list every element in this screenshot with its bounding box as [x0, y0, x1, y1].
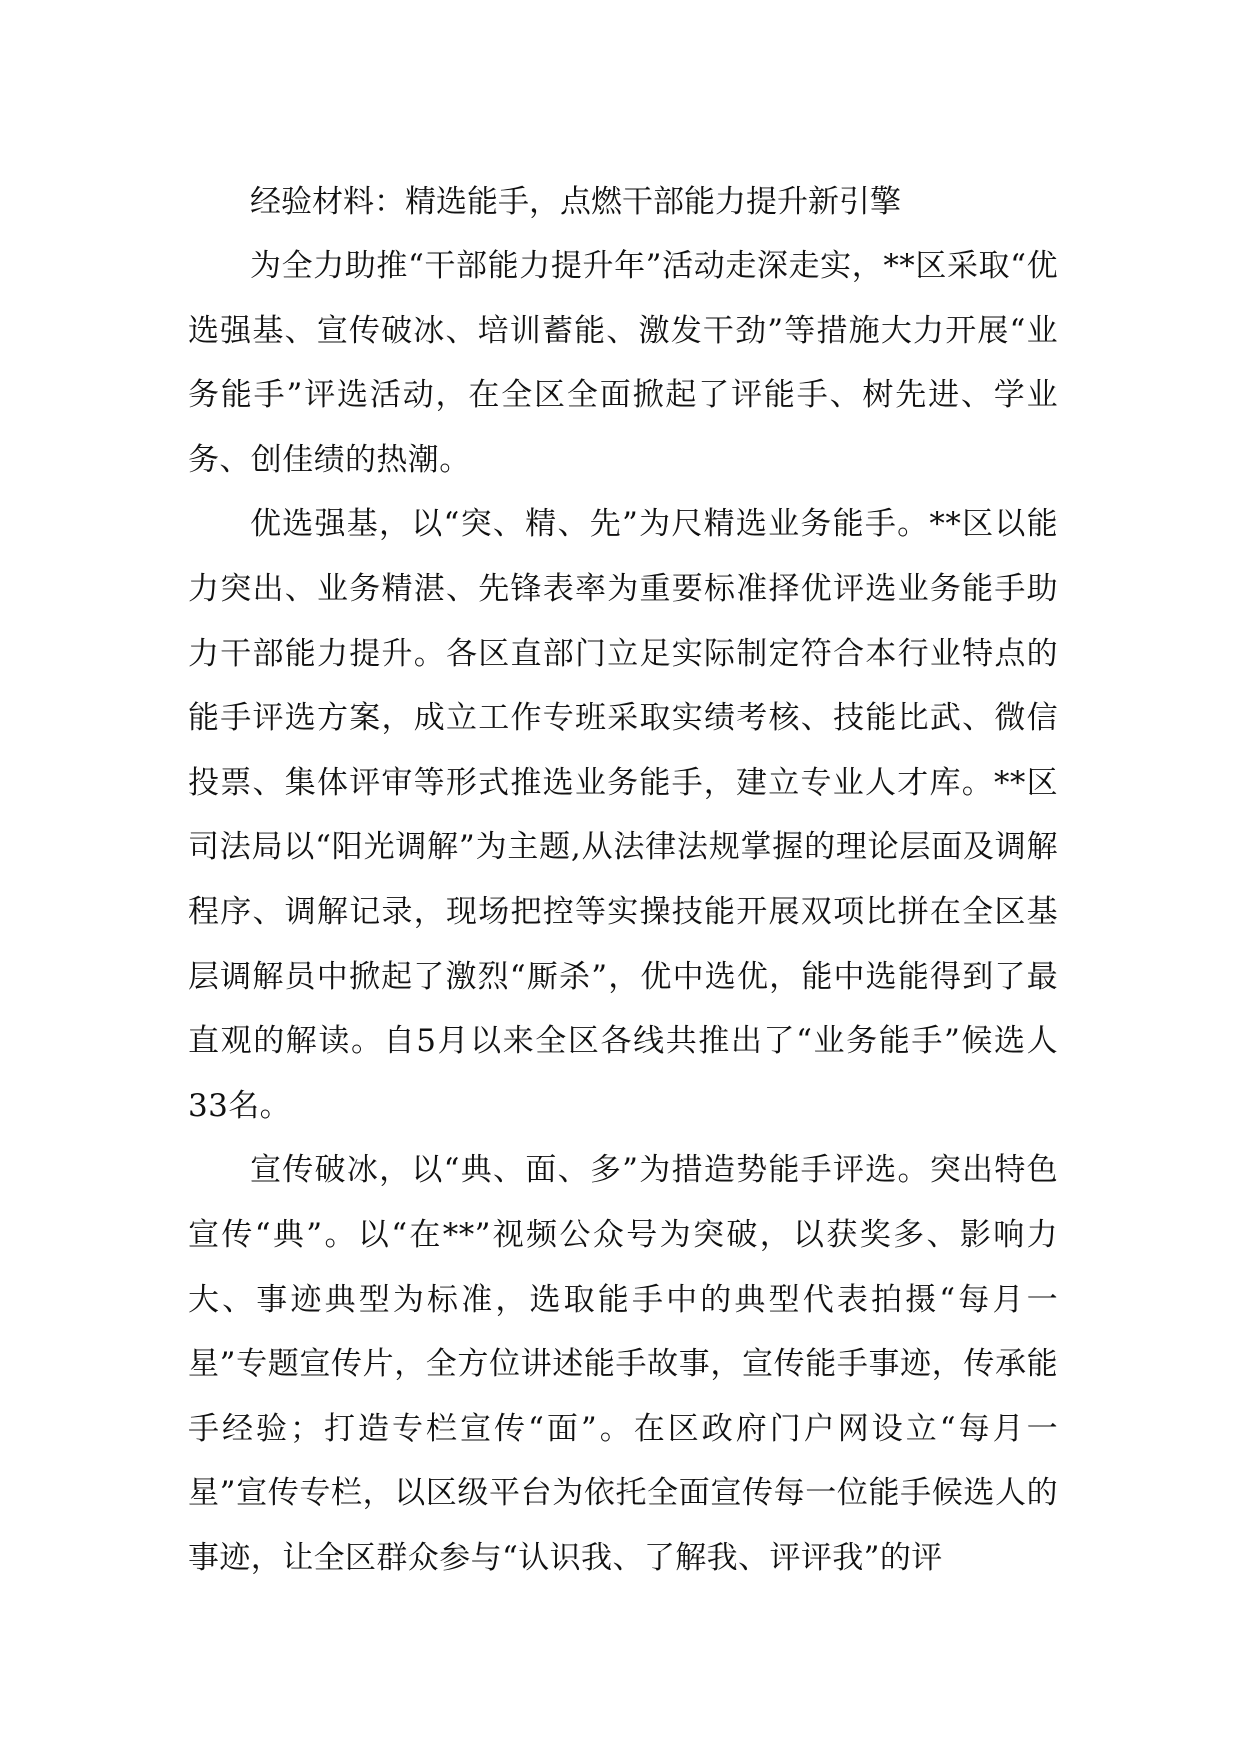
- paragraph-publicity: 宣传破冰，以“典、面、多”为措造势能手评选。突出特色宣传“典”。以“在**”视频公众号为突破，以获奖多、影响力大、事迹典型为标准，选取能手中的典型代表拍摄“每月一星”专题宣传片，全方位讲述能手故事，宣传能手事迹，传承能手经验；打造专栏宣传“面”。在区政府门户网设立“每月一星”宣传专栏，以区级平台为依托全面宣传每一位能手候选人的事迹，让全区群众参与“认识我、了解我、评评我”的评: [188, 1152, 1058, 1576]
- paragraph-selection: 优选强基，以“突、精、先”为尺精选业务能手。**区以能力突出、业务精湛、先锋表率为重要标准择优评选业务能手助力干部能力提升。各区直部门立足实际制定符合本行业特点的能手评选方案，成立工作专班采取实绩考核、技能比武、微信投票、集体评审等形式推选业务能手，建立专业人才库。**区司法局以“阳光调解”为主题,从法律法规掌握的理论层面及调解程序、调解记录，现场把控等实操技能开展双项比拼在全区基层调解员中掀起了激烈“厮杀”，优中选优，能中选能得到了最直观的解读。自5月以来全区各线共推出了“业务能手”候选人33名。: [188, 506, 1058, 1124]
- document-title: 经验材料：精选能手，点燃干部能力提升新引擎: [250, 184, 901, 220]
- paragraph-intro: 为全力助推“干部能力提升年”活动走深走实，**区采取“优选强基、宣传破冰、培训蓄能、激发干劲”等措施大力开展“业务能手”评选活动，在全区全面掀起了评能手、树先进、学业务、创佳绩的热潮。: [188, 248, 1058, 478]
- document-page: [188, 170, 1058, 1590]
